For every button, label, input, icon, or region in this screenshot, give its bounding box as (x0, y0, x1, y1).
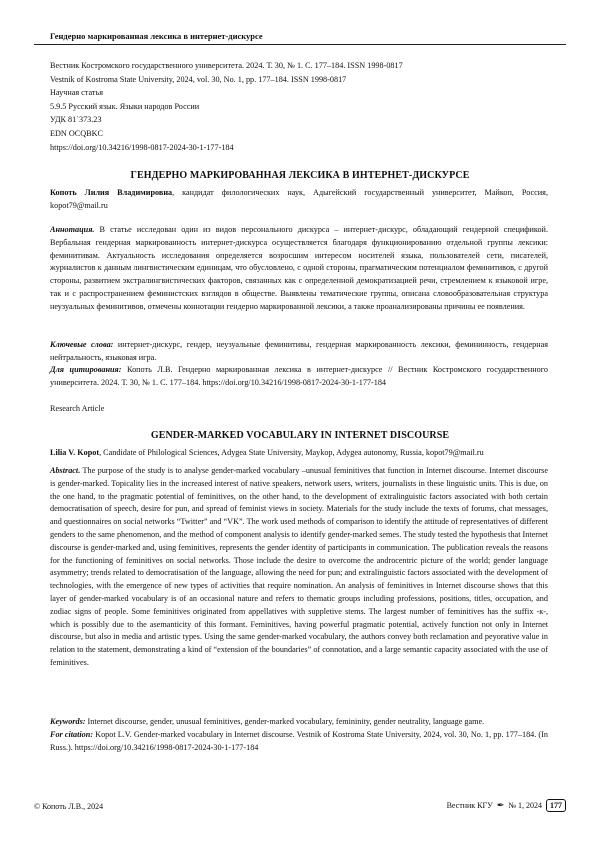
keywords-text-en: Internet discourse, gender, unusual feminitives, gender-marked vocabulary, femininity, gender neutrality, language game. (85, 717, 485, 726)
citation-ru (50, 364, 548, 390)
citation-text-en: Kopot L.V. Gender-marked vocabulary in Internet discourse. Vestnik of Kostroma State University, 2024, vol. 30, No. 1, pp. 177–184. (In Russ.). https://doi.org/10.34216/1998-0817-2024-30-1-177-184 (50, 730, 548, 752)
abstract-text-en: The purpose of the study is to analyse gender-marked vocabulary –unusual feminitives that function in Internet discourse. Internet discourse is gender-marked. Topicality lies in the increased interest of native speakers, network users, writers, journalists in these linguistic units. This is due, on the one hand, to the pragmatic potential of feminitives, on the other hand, to the development of extralinguistic factors associated with both certain democratisation of speech, desire for pun, and spread of feminist views in society. Materials for the study include the texts of forums, chat messages, and questionnaires on social networks “Twitter” and “VK”. The work used methods of comparison to identify the attitude of representatives of different genders to the same phenomenon, and the method of component analysis to identify gender-marked semes. The study tested the hypothesis that Internet discourse is gender-marked and, using feminitives, represents the gender identity of participants in communication. The publication reveals the reasons for the functioning of feminitives on social networks. Those include the desire to overcome the androcentric picture of the world; gender language asymmetry; trends related to democratisation of the language, allowing the need for pun; and extralinguistic factors associated with the development of technologies, with the emergence of new types of activities that require nomination. An analysis of feminitives in Internet discourse shows that this layer of gender-marked vocabulary is of an occasional nature and refers to thematic groups including professions, positions, titles, occupation, and zodiac signs of people. Some feminitives originated from appellatives with suppletive stems. The largest number of feminitives has the suffix -к-, which is possibly due to the asemanticity of this formant. Feminitives, having powerful pragmatic potential, actively function not only in Internet discourse, but also in media and artistic types. Using the same gender-marked vocabulary, the authors convey both reclamation and peyorative value in relation to the statement, demonstrating a kind of “extension of the boundaries” of connotation, and a large semantic capacity associated with the use of feminitives. (50, 466, 548, 667)
abstract-label-en: Abstract. (50, 466, 81, 475)
author-en (50, 447, 548, 460)
citation-text-ru: Копоть Л.В. Гендерно маркированная лексика в интернет-дискурсе // Вестник Костромского государственного университета. 2024. Т. 30, № 1. С. 177–184. https://doi.org/10.34216/1998-0817-2024-30-1-177-184 (50, 365, 548, 387)
meta-line-article-type: Научная статья (50, 88, 103, 98)
page-number: 177 (546, 799, 566, 812)
abstract-label-ru: Аннотация. (50, 225, 95, 234)
article-metadata (50, 59, 550, 154)
title-ru: ГЕНДЕРНО МАРКИРОВАННАЯ ЛЕКСИКА В ИНТЕРНЕТ-ДИСКУРСЕ (130, 170, 470, 181)
author-ru (50, 187, 548, 213)
footer-journal-name: Вестник КГУ (446, 801, 493, 810)
footer-journal (447, 799, 566, 812)
title-en: GENDER-MARKED VOCABULARY IN INTERNET DISCOURSE (150, 430, 450, 441)
meta-line-ru-citation: Вестник Костромского государственного университета. 2024. Т. 30, № 1. С. 177–184. ISSN 1998-0817 (50, 61, 403, 70)
keywords-label-ru: Ключевые слова: (50, 340, 114, 349)
abstract-text-ru: В статье исследован один из видов персонального дискурса – интернет-дискурс, обладающий гендерной спецификой. Вербальная гендерная маркированность интернет-дискурса осуществляется благодаря функционированию отдельной группы лексики: феминитивам. Актуальность исследования определяется возросшим интересом носителей языка, пользователей сети, писателей, журналистов к данным лингвистическим единицам, что обусловлено, с одной стороны, прагматическим потенциалом феминитивов, с другой стороны, развитием экстралингвистических факторов, связанных как с определенной демократизацией речи, стремлением к языковой игре, так и с распространением феминистских взглядов в обществе. Выявлены тематические группы, описана словообразовательная структура неузуальных феминитивов, отмечены коннотации гендерно маркированной лексики, а также проанализированы причины ее появления. (50, 225, 548, 311)
meta-line-doi[interactable]: https://doi.org/10.34216/1998-0817-2024-30-1-177-184 (50, 142, 234, 152)
article-type-en: Research Article (50, 404, 105, 413)
footer-issue: № 1, 2024 (508, 801, 542, 810)
footer-copyright: © Копоть Л.В., 2024 (34, 802, 104, 811)
author-info-ru: , кандидат филологических наук, Адыгейский государственный университет, Майкоп, Россия, kopot79@mail.ru (50, 188, 548, 210)
author-name-en: Lilia V. Kopot (50, 448, 100, 457)
citation-en (50, 729, 548, 755)
abstract-en (50, 465, 548, 670)
keywords-ru (50, 339, 548, 365)
keywords-label-en: Keywords: (50, 717, 86, 726)
keywords-en (50, 716, 548, 729)
meta-line-udc: УДК 81`373.23 (50, 115, 102, 125)
running-head: Гендерно маркированная лексика в интернет-дискурсе (50, 31, 263, 41)
journal-logo-icon: ✒ (496, 800, 505, 810)
author-info-en: , Candidate of Philological Sciences, Adygea State University, Maykop, Adygea autonomy, Russia, kopot79@mail.ru (99, 448, 484, 457)
header-rule (34, 44, 566, 45)
author-name-ru: Копоть Лилия Владимировна (50, 188, 173, 197)
abstract-ru (50, 224, 548, 314)
keywords-text-ru: интернет-дискурс, гендер, неузуальные феминитивы, гендерная маркированность лексики, фемининность, гендерная нейтральность, языковая игра. (50, 340, 548, 362)
citation-label-en: For citation: (50, 730, 94, 739)
meta-line-edn: EDN OCQBKC (50, 128, 103, 138)
meta-line-specialty: 5.9.5 Русский язык. Языки народов России (50, 101, 200, 111)
meta-line-en-citation: Vestnik of Kostroma State University, 2024, vol. 30, No. 1, pp. 177–184. ISSN 1998-0817 (50, 74, 347, 84)
citation-label-ru: Для цитирования: (50, 365, 122, 374)
